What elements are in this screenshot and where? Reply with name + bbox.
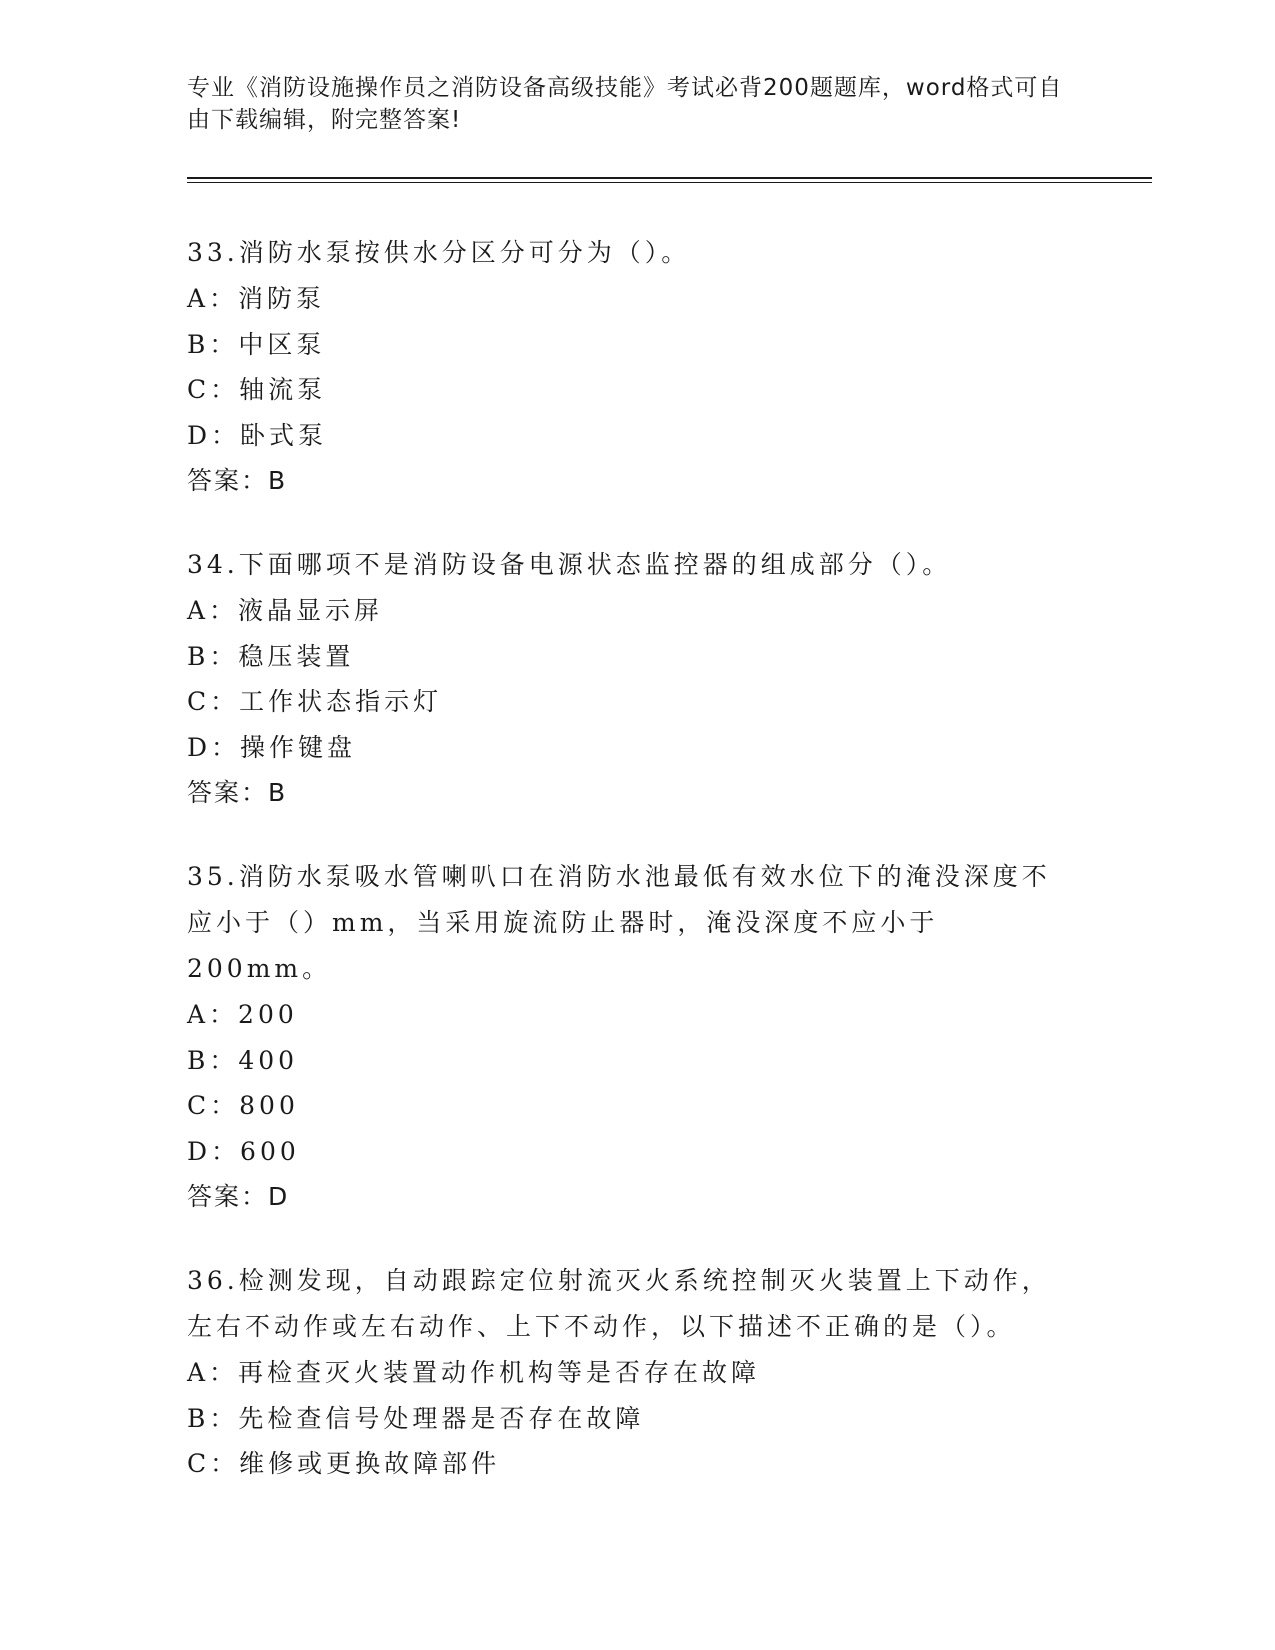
question-list — [187, 230, 1067, 1525]
option-d: D：操作键盘 — [187, 732, 357, 762]
option-a: A：液晶显示屏 — [187, 596, 384, 625]
option-b: B：400 — [187, 1045, 299, 1075]
header-divider-thin — [187, 182, 1152, 183]
option-d: D：600 — [187, 1136, 300, 1166]
answer: 答案：B — [187, 466, 288, 495]
option-a: A：再检查灭火装置动作机构等是否存在故障 — [187, 1358, 761, 1387]
question-35 — [187, 854, 1067, 1220]
answer: 答案：D — [187, 1182, 290, 1211]
question-33 — [187, 230, 1067, 504]
option-c: C：轴流泵 — [187, 375, 327, 404]
option-a: A：消防泵 — [187, 284, 326, 313]
option-d: D：卧式泵 — [187, 420, 328, 450]
option-c: C：维修或更换故障部件 — [187, 1449, 501, 1478]
question-text: 36.检测发现，自动跟踪定位射流灭火系统控制灭火装置上下动作，左右不动作或左右动作、上下不动作，以下描述不正确的是（）。 — [187, 1266, 1051, 1341]
question-text: 33.消防水泵按供水分区分可分为（）。 — [187, 238, 691, 267]
option-b: B：先检查信号处理器是否存在故障 — [187, 1403, 645, 1433]
option-c: C：工作状态指示灯 — [187, 687, 443, 716]
document-header: 专业《消防设施操作员之消防设备高级技能》考试必背200题题库，word格式可自由下载编辑，附完整答案! — [187, 75, 1063, 133]
question-text: 35.消防水泵吸水管喇叭口在消防水池最低有效水位下的淹没深度不应小于（）mm，当采用旋流防止器时，淹没深度不应小于200mm。 — [187, 862, 1051, 983]
option-b: B：中区泵 — [187, 329, 326, 359]
question-text: 34.下面哪项不是消防设备电源状态监控器的组成部分（）。 — [187, 550, 952, 579]
answer: 答案：B — [187, 778, 288, 807]
question-36 — [187, 1258, 1067, 1487]
option-c: C：800 — [187, 1091, 299, 1120]
question-34 — [187, 542, 1067, 816]
header-divider — [187, 177, 1152, 179]
option-a: A：200 — [187, 1000, 298, 1029]
option-b: B：稳压装置 — [187, 641, 355, 671]
